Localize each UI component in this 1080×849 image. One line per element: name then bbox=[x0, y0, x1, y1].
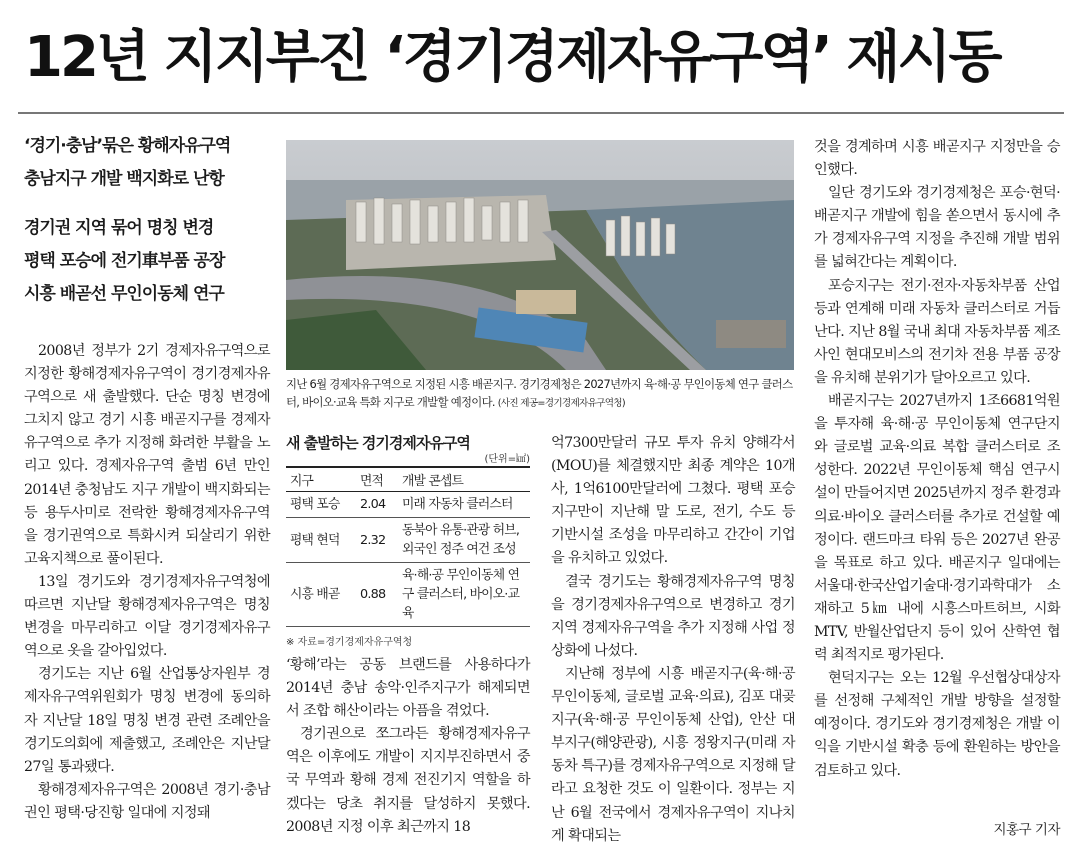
article-column-3 bbox=[551, 432, 795, 848]
subhead: 충남지구 개발 백지화로 난항 bbox=[24, 169, 224, 189]
paragraph: 지난해 정부에 시흥 배곧지구(육·해·공 무인이동체, 글로벌 교육·의료), 김포 대곶지구(육·해·공 무인이동체 산업), 안산 대부지구(해양관광), 시흥 정왕지구(미래 자동차 특구)를 경제자유구역으로 지정해 달라고 요청한 것도 이 일환이다. 정부는 지난 6월 전국에서 경제자유구역이 지나치게 확대되는 bbox=[551, 665, 795, 844]
zone-table bbox=[286, 466, 530, 627]
table-cell: 평택 현덕 bbox=[286, 518, 356, 563]
table-cell: 동북아 유통·관광 허브, 외국인 정주 여건 조성 bbox=[398, 518, 530, 563]
info-table-box bbox=[286, 432, 530, 648]
paragraph: 일단 경기도와 경기경제청은 포승·현덕·배곧지구 개발에 힘을 쏟으면서 동시에 추가 경제자유구역 지정을 추진해 개발 범위를 넓혀간다는 계획이다. bbox=[814, 185, 1060, 271]
paragraph: 억7300만달러 규모 투자 유치 양해각서(MOU)를 체결했지만 최종 계약은 10개사, 1억6100만달러에 그쳤다. 평택 포승지구만이 지난해 말 도로, 전기, 수도 등 기반시설 조성을 마무리하고 간간이 기업을 유치하고 있었다. bbox=[551, 435, 795, 567]
subheads bbox=[24, 130, 274, 311]
aerial-photo-image bbox=[286, 140, 794, 370]
aerial-photo bbox=[286, 140, 794, 370]
photo-caption bbox=[286, 375, 796, 413]
table-cell: 시흥 배곧 bbox=[286, 563, 356, 627]
subhead: 시흥 배곧선 무인이동체 연구 bbox=[24, 284, 224, 304]
table-cell: 2.04 bbox=[356, 492, 398, 518]
paragraph: 경기권으로 쪼그라든 황해경제자유구역은 이후에도 개발이 지지부진하면서 중국 무역과 황해 경제 전진기지 역할을 하겠다는 당초 취지를 달성하지 못했다. 2008년 지정 이후 최근까지 18 bbox=[286, 726, 530, 835]
paragraph: 황해경제자유구역은 2008년 경기·충남권인 평택·당진항 일대에 지정돼 bbox=[24, 781, 270, 821]
table-cell: 육·해·공 무인이동체 연구 클러스터, 바이오·교육 bbox=[398, 563, 530, 627]
table-unit: (단위=㎢) bbox=[484, 454, 530, 465]
paragraph: 배곧지구는 2027년까지 1조6681억원을 투자해 육·해·공 무인이동체 연구단지와 글로벌 교육·의료 복합 클러스터로 조성한다. 2022년 무인이동체 핵심 연구시설이 만들어지면 2025년까지 정주 환경과 의료·바이오 클러스터를 추가로 건설할 예정이다. 랜드마크 타워 등은 2027년 완공을 목표로 하고 있다. 배곧지구 일대에는 서울대·한국산업기술대·경기과학대가 소재하고 5㎞ 내에 시흥스마트허브, 시화MTV, 반월산업단지 등이 있어 산학연 협력 최적지로 평가된다. bbox=[814, 393, 1060, 664]
table-header: 지구 bbox=[286, 467, 356, 492]
photo-credit: (사진 제공=경기경제자유구역청) bbox=[497, 398, 625, 409]
paragraph: 것을 경계하며 시흥 배곧지구 지정만을 승인했다. bbox=[814, 139, 1060, 179]
table-cell: 0.88 bbox=[356, 563, 398, 627]
table-header-row bbox=[286, 467, 530, 492]
headline: 12년 지지부진 ‘경기경제자유구역’ 재시동 bbox=[24, 25, 1000, 90]
subhead: 평택 포승에 전기車부품 공장 bbox=[24, 251, 225, 271]
paragraph: ‘황해’라는 공동 브랜드를 사용하다가 2014년 충남 송악·인주지구가 해제되면서 조합 해산이라는 아픔을 겪었다. bbox=[286, 657, 530, 720]
paragraph: 2008년 정부가 2기 경제자유구역으로 지정한 황해경제자유구역이 경기경제자유구역으로 새 출발했다. 단순 명칭 변경에 그치지 않고 경기 시흥 배곧지구를 경제자유구역으로 추가 지정해 화려한 부활을 노리고 있다. 경제자유구역 출범 6년 만인 2014년 충청남도 지구 개발이 백지화되는 등 용두사미로 전락한 황해경제자유구역을 경기권역으로 특화시켜 되살리기 위한 고육지책으로 풀이된다. bbox=[24, 343, 270, 567]
article-column-2 bbox=[286, 654, 530, 839]
subhead: 경기권 지역 묶어 명칭 변경 bbox=[24, 218, 214, 238]
paragraph: 포승지구는 전기·전자·자동차부품 산업 등과 연계해 미래 자동차 클러스터로 거듭난다. 지난 8월 국내 최대 자동차부품 제조사인 현대모비스의 전기차 전용 부품 공장을 유치해 분위기가 달아오르고 있다. bbox=[814, 277, 1060, 386]
article-column-4 bbox=[814, 136, 1060, 783]
paragraph: 결국 경기도는 황해경제자유구역 명칭을 경기경제자유구역으로 변경하고 경기 지역 경제자유구역을 추가 지정해 사업 정상화에 나섰다. bbox=[551, 573, 795, 659]
table-row bbox=[286, 492, 530, 518]
paragraph: 경기도는 지난 6월 산업통상자원부 경제자유구역위원회가 명칭 변경에 동의하자 지난달 18일 명칭 변경 관련 조례안을 경기도의회에 제출했고, 조례안은 지난달 27일 통과됐다. bbox=[24, 666, 270, 775]
table-row bbox=[286, 563, 530, 627]
byline: 지홍구 기자 bbox=[993, 822, 1060, 838]
table-title: 새 출발하는 경기경제자유구역 bbox=[286, 434, 470, 452]
table-header: 면적 bbox=[356, 467, 398, 492]
caption-text: 지난 6월 경제자유구역으로 지정된 시흥 배곧지구. 경기경제청은 2027년까지 육·해·공 무인이동체 연구 클러스터, 바이오·교육 특화 지구로 개발할 예정이다. bbox=[286, 377, 793, 409]
headline-rule bbox=[18, 112, 1064, 114]
paragraph: 13일 경기도와 경기경제자유구역청에 따르면 지난달 황해경제자유구역은 명칭 변경을 마무리하고 이달 경기경제자유구역으로 옷을 갈아입었다. bbox=[24, 573, 270, 660]
subhead: ‘경기·충남’묶은 황해자유구역 bbox=[24, 136, 231, 156]
paragraph: 현덕지구는 오는 12월 우선협상대상자를 선정해 구체적인 개발 방향을 설정할 예정이다. 경기도와 경기경제청은 개발 이익을 기반시설 확충 등에 환원하는 방안을 검토하고 있다. bbox=[814, 670, 1060, 779]
article-column-1 bbox=[24, 340, 270, 825]
table-source-note: ※ 자료=경기경제자유구역청 bbox=[286, 637, 413, 648]
table-cell: 평택 포승 bbox=[286, 492, 356, 518]
table-cell: 미래 자동차 클러스터 bbox=[398, 492, 530, 518]
table-header: 개발 콘셉트 bbox=[398, 467, 530, 492]
table-cell: 2.32 bbox=[356, 518, 398, 563]
table-row bbox=[286, 518, 530, 563]
